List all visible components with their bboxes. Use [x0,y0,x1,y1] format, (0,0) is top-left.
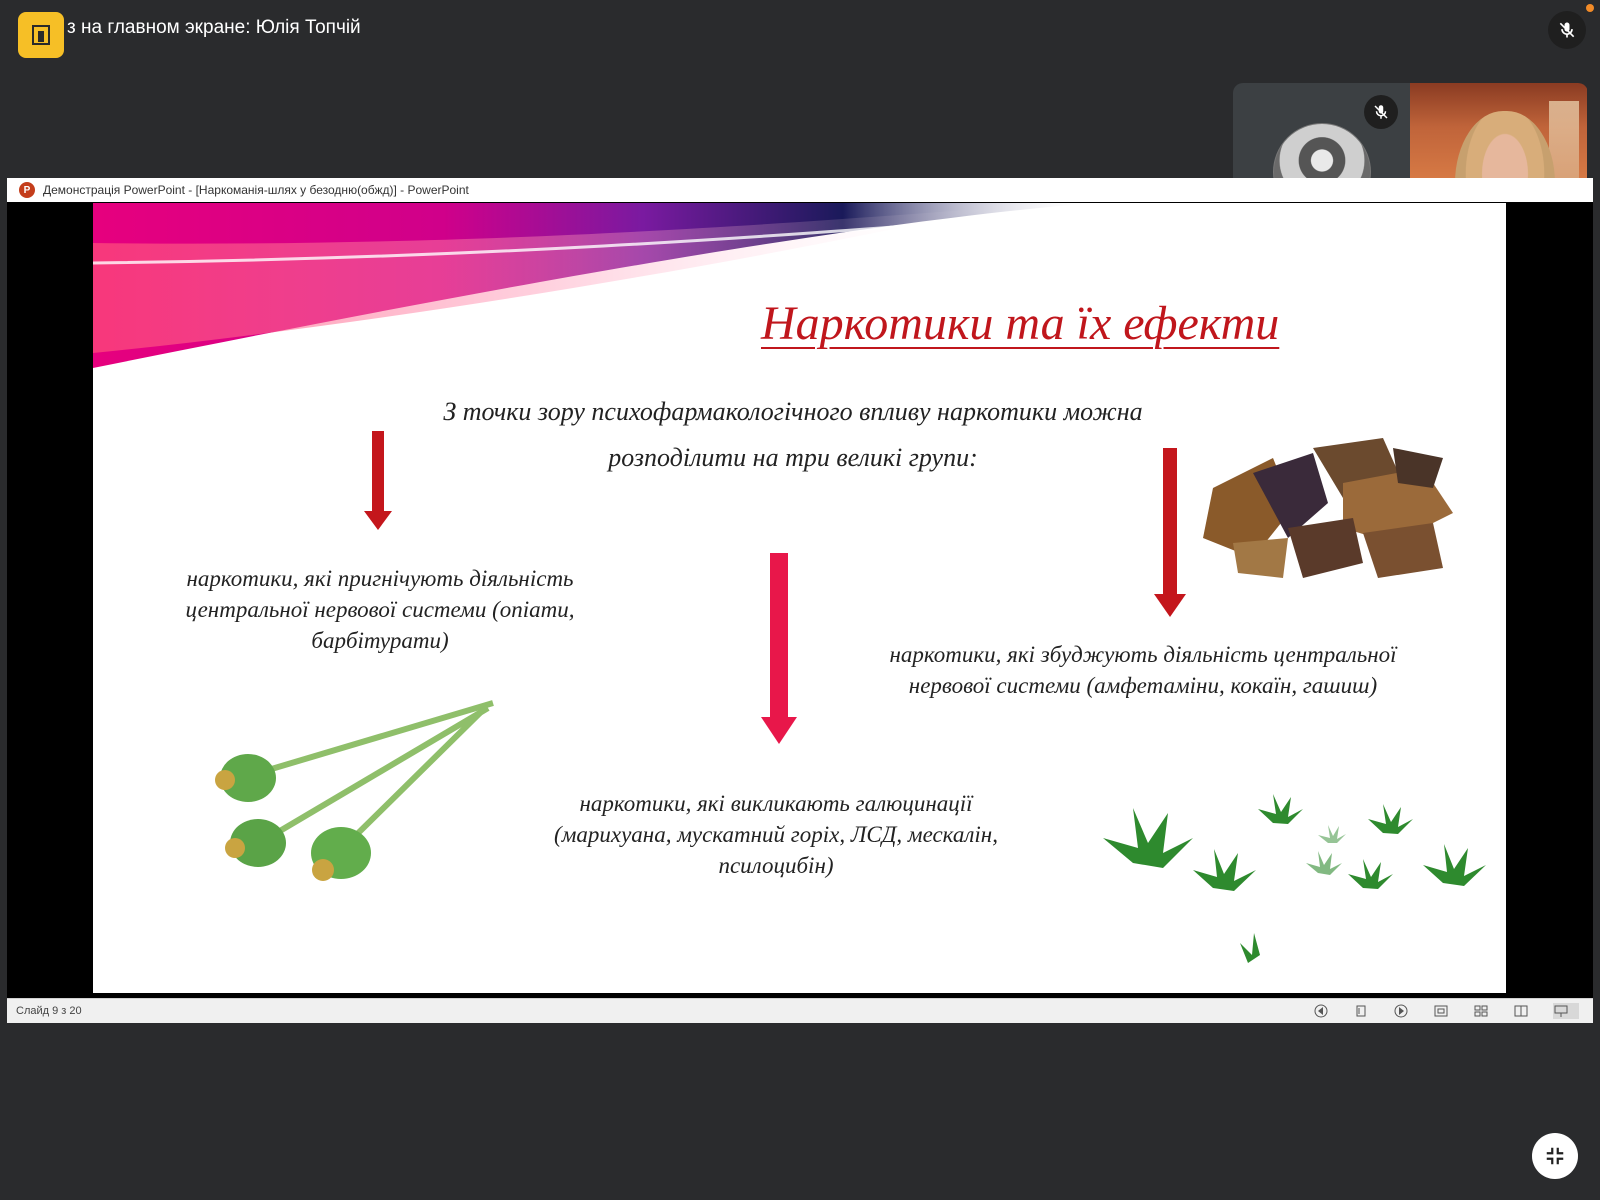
presenting-title: з на главном экране: Юлія Топчій [67,17,361,38]
mic-off-icon[interactable] [1548,11,1586,49]
poppy-image [203,698,503,898]
slide-menu-icon[interactable] [1353,1003,1379,1019]
arrow-down-icon [1153,448,1187,618]
slide-intro [393,389,1193,481]
next-slide-icon[interactable] [1393,1003,1419,1019]
arrow-down-icon [363,431,393,531]
reading-view-icon[interactable] [1513,1003,1539,1019]
group-line: барбітурати) [311,628,449,653]
group-depressants [145,563,615,656]
hashish-image [1193,428,1463,588]
group-line: наркотики, які збуджують діяльність центральної [889,642,1397,667]
group-line: наркотики, які пригнічують діяльність [186,566,574,591]
mic-off-icon [1364,95,1398,129]
slide-sorter-icon[interactable] [1473,1003,1499,1019]
powerpoint-logo-icon: P [19,182,35,198]
present-screen-icon[interactable] [18,12,64,58]
cannabis-leaves-image [1073,793,1493,973]
previous-slide-icon[interactable] [1313,1003,1339,1019]
slide [93,203,1506,993]
slide-counter: Слайд 9 з 20 [16,1005,82,1017]
slide-title: Наркотики та їх ефекти [761,297,1280,350]
meet-top-bar [0,0,1600,75]
group-stimulants [838,639,1448,701]
notification-dot [1586,4,1594,12]
intro-line: З точки зору психофармакологічного впливу наркотики можна [443,397,1143,426]
slideshow-icon[interactable] [1553,1003,1579,1019]
window-title: Демонстрація PowerPoint - [Наркоманія-шлях у безодню(обжд)] - PowerPoint [43,183,469,197]
group-line: наркотики, які викликають галюцинації [579,791,973,816]
group-line: псилоцибін) [718,853,834,878]
group-hallucinogens [506,788,1046,881]
group-line: нервової системи (амфетаміни, кокаїн, гашиш) [908,673,1378,698]
powerpoint-titlebar [7,178,1593,202]
powerpoint-statusbar [7,998,1593,1023]
arrow-down-icon [761,553,797,745]
group-line: центральної нервової системи (опіати, [185,597,575,622]
intro-line: розподілити на три великі групи: [608,443,978,472]
group-line: (марихуана, мускатний горіх, ЛСД, мескалін, [554,822,998,847]
powerpoint-window [7,178,1593,1022]
exit-fullscreen-icon[interactable] [1532,1133,1578,1179]
normal-view-icon[interactable] [1433,1003,1459,1019]
